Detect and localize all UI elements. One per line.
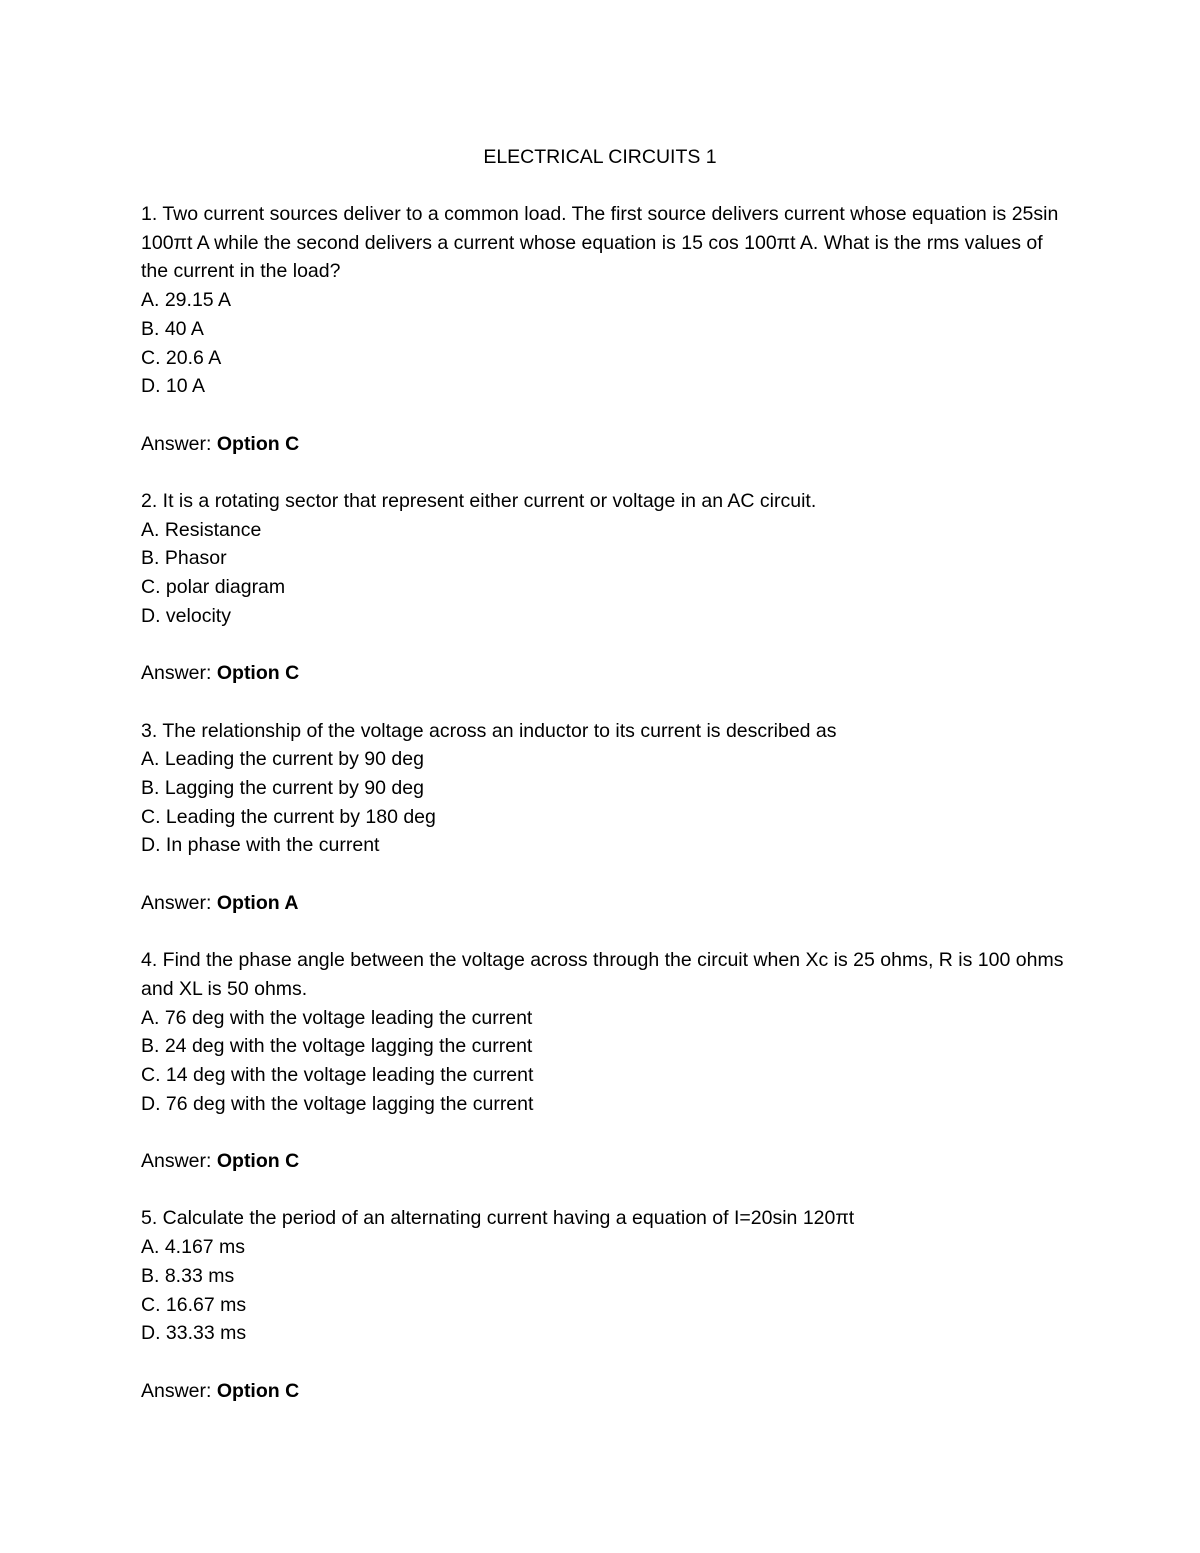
- option-a: A. 4.167 ms: [141, 1236, 246, 1259]
- question-list: [141, 200, 1071, 1434]
- option-b: B. 40 A: [141, 317, 204, 340]
- answer-value: Option C: [216, 432, 300, 455]
- question-text: 4. Find the phase angle between the voltage across through the circuit when Xc is 25 ohms, R is 100 ohms and XL is 50 ohms.: [141, 949, 1064, 1000]
- option-a: A. 29.15 A: [141, 289, 231, 312]
- answer-line: [141, 430, 1071, 459]
- answer-label: Answer:: [141, 1379, 217, 1402]
- question-text: 3. The relationship of the voltage across an inductor to its current is described as: [141, 719, 837, 742]
- answer-value: Option A: [216, 891, 299, 914]
- answer-value: Option C: [216, 1150, 300, 1173]
- question-2: [141, 487, 1071, 688]
- answer-line: [141, 1147, 1071, 1176]
- question-3: [141, 717, 1071, 918]
- option-d: D. In phase with the current: [141, 834, 380, 857]
- answer-value: Option C: [216, 662, 300, 685]
- option-b: B. 24 deg with the voltage lagging the current: [141, 1035, 533, 1058]
- answer-label: Answer:: [141, 891, 217, 914]
- question-text: 1. Two current sources deliver to a common load. The first source delivers current whose equation is 25sin 100πt A while the second delivers a current whose equation is 15 cos 100πt A. What is the rms values of the current in the load?: [141, 203, 1059, 283]
- answer-line: [141, 889, 1071, 918]
- option-d: D. 33.33 ms: [141, 1322, 247, 1345]
- question-5: [141, 1204, 1071, 1405]
- option-b: B. Phasor: [141, 547, 227, 570]
- question-text: 2. It is a rotating sector that represent either current or voltage in an AC circuit.: [141, 490, 817, 512]
- option-d: D. 10 A: [141, 375, 205, 398]
- option-c: C. 14 deg with the voltage leading the current: [141, 1064, 534, 1086]
- option-a: A. Resistance: [141, 518, 262, 541]
- answer-value: Option C: [216, 1379, 300, 1402]
- option-a: A. Leading the current by 90 deg: [141, 748, 424, 771]
- option-b: B. 8.33 ms: [141, 1264, 235, 1287]
- answer-label: Answer:: [141, 1150, 217, 1173]
- answer-line: [141, 659, 1071, 688]
- answer-line: [141, 1377, 1071, 1406]
- question-4: [141, 946, 1071, 1176]
- option-d: D. 76 deg with the voltage lagging the current: [141, 1092, 534, 1115]
- option-b: B. Lagging the current by 90 deg: [141, 777, 424, 799]
- option-c: C. 16.67 ms: [141, 1293, 247, 1316]
- answer-label: Answer:: [141, 432, 217, 455]
- option-a: A. 76 deg with the voltage leading the current: [141, 1006, 533, 1029]
- question-text: 5. Calculate the period of an alternating current having a equation of I=20sin 120πt: [141, 1207, 855, 1230]
- option-c: C. Leading the current by 180 deg: [141, 805, 436, 828]
- question-1: [141, 200, 1071, 458]
- option-c: C. 20.6 A: [141, 346, 222, 369]
- answer-label: Answer:: [141, 662, 217, 685]
- option-d: D. velocity: [141, 604, 231, 627]
- document-title: ELECTRICAL CIRCUITS 1: [483, 146, 717, 168]
- option-c: C. polar diagram: [141, 576, 286, 599]
